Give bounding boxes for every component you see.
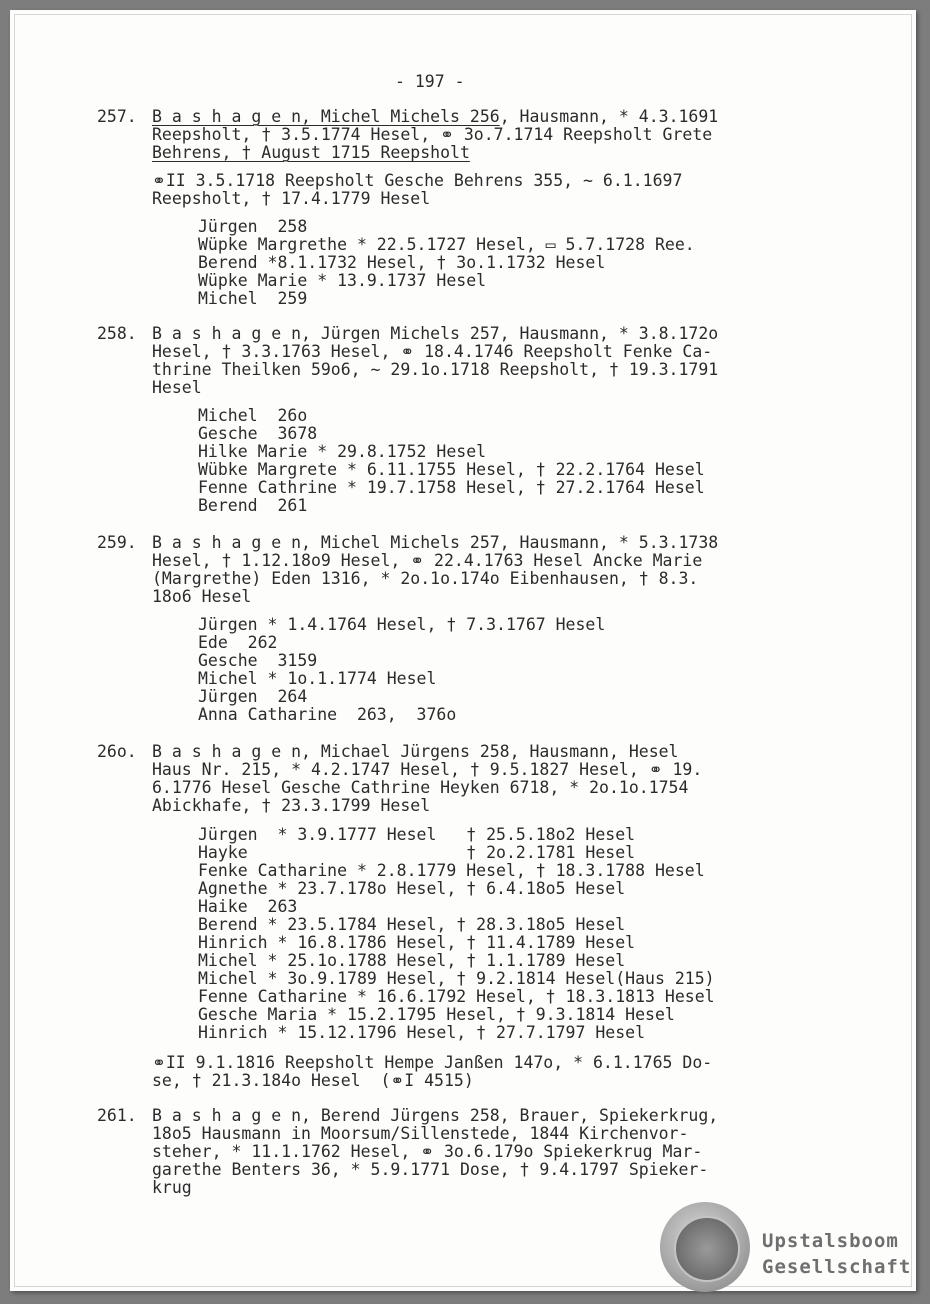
entry-line: B a s h a g e n, Michel Michels 257, Hausmann, * 5.3.1738 xyxy=(152,533,719,552)
child-line: Wübke Margrete * 6.11.1755 Hesel, † 22.2.1764 Hesel xyxy=(198,460,705,479)
entry-number: 258. xyxy=(97,324,137,343)
child-line: Wüpke Margrethe * 22.5.1727 Hesel, ▭ 5.7.1728 Ree. xyxy=(198,235,695,254)
child-line: Gesche 3159 xyxy=(198,651,318,670)
entry-line: (Margrethe) Eden 1316, * 2o.1o.174o Eibenhausen, † 8.3. xyxy=(152,569,699,588)
child-line: Jürgen * 1.4.1764 Hesel, † 7.3.1767 Hesel xyxy=(198,615,606,634)
entry-line: ⚭II 3.5.1718 Reepsholt Gesche Behrens 355, ~ 6.1.1697 xyxy=(152,171,683,190)
entry-line: steher, * 11.1.1762 Hesel, ⚭ 3o.6.179o Spiekerkrug Mar- xyxy=(152,1142,703,1161)
child-line: Michel * 3o.9.1789 Hesel, † 9.2.1814 Hesel(Haus 215) xyxy=(198,969,715,988)
entry-number: 259. xyxy=(97,533,137,552)
child-line: Fenne Cathrine * 19.7.1758 Hesel, † 27.2.1764 Hesel xyxy=(198,478,705,497)
entry-line: B a s h a g e n, Berend Jürgens 258, Brauer, Spiekerkrug, xyxy=(152,1106,719,1125)
entry-line: thrine Theilken 59o6, ~ 29.1o.1718 Reepsholt, † 19.3.1791 xyxy=(152,360,719,379)
entry-line: B a s h a g e n, Michael Jürgens 258, Hausmann, Hesel xyxy=(152,742,679,761)
entry-line: Hesel xyxy=(152,378,202,397)
child-line: Berend *8.1.1732 Hesel, † 3o.1.1732 Hesel xyxy=(198,253,606,272)
child-line: Ede 262 xyxy=(198,633,278,652)
child-line: Anna Catharine 263, 376o xyxy=(198,705,457,724)
child-line: Fenke Catharine * 2.8.1779 Hesel, † 18.3.1788 Hesel xyxy=(198,861,705,880)
entry-line: Haus Nr. 215, * 4.2.1747 Hesel, † 9.5.1827 Hesel, ⚭ 19. xyxy=(152,760,703,779)
society-line1: Upstalsboom xyxy=(762,1230,899,1252)
entry-line: Behrens, † August 1715 Reepsholt xyxy=(152,143,470,162)
entry-line: Abickhafe, † 23.3.1799 Hesel xyxy=(152,796,431,815)
entry-line: garethe Benters 36, * 5.9.1771 Dose, † 9.4.1797 Spieker- xyxy=(152,1160,709,1179)
child-line: Michel * 1o.1.1774 Hesel xyxy=(198,669,437,688)
society-seal-icon xyxy=(660,1202,750,1292)
child-line: Jürgen 264 xyxy=(198,687,308,706)
page-number: - 197 - xyxy=(395,72,465,91)
child-line: Fenne Catharine * 16.6.1792 Hesel, † 18.3.1813 Hesel xyxy=(198,987,715,1006)
child-line: Berend * 23.5.1784 Hesel, † 28.3.18o5 Hesel xyxy=(198,915,626,934)
entry-line: B a s h a g e n, Michel Michels 256, Hausmann, * 4.3.1691 xyxy=(152,107,719,126)
child-line: Wüpke Marie * 13.9.1737 Hesel xyxy=(198,271,487,290)
entry-line: ⚭II 9.1.1816 Reepsholt Hempe Janßen 147o, * 6.1.1765 Do- xyxy=(152,1053,713,1072)
child-line: Gesche 3678 xyxy=(198,424,318,443)
child-line: Hilke Marie * 29.8.1752 Hesel xyxy=(198,442,487,461)
child-line: Jürgen * 3.9.1777 Hesel † 25.5.18o2 Hesel xyxy=(198,825,636,844)
entry-line: 18o6 Hesel xyxy=(152,587,252,606)
child-line: Michel * 25.1o.1788 Hesel, † 1.1.1789 Hesel xyxy=(198,951,626,970)
entry-number: 26o. xyxy=(97,742,137,761)
entry-line: Reepsholt, † 3.5.1774 Hesel, ⚭ 3o.7.1714 Reepsholt Grete xyxy=(152,125,713,144)
document-page xyxy=(10,10,916,1291)
child-line: Berend 261 xyxy=(198,496,308,515)
child-line: Agnethe * 23.7.178o Hesel, † 6.4.18o5 Hesel xyxy=(198,879,626,898)
child-line: Hinrich * 15.12.1796 Hesel, † 27.7.1797 Hesel xyxy=(198,1023,646,1042)
child-line: Hayke † 2o.2.1781 Hesel xyxy=(198,843,636,862)
child-line: Haike 263 xyxy=(198,897,298,916)
entry-number: 261. xyxy=(97,1106,137,1125)
child-line: Michel 26o xyxy=(198,406,308,425)
entry-line: 6.1776 Hesel Gesche Cathrine Heyken 6718, * 2o.1o.1754 xyxy=(152,778,689,797)
entry-line: Hesel, † 1.12.18o9 Hesel, ⚭ 22.4.1763 Hesel Ancke Marie xyxy=(152,551,703,570)
entry-line: Hesel, † 3.3.1763 Hesel, ⚭ 18.4.1746 Reepsholt Fenke Ca- xyxy=(152,342,713,361)
entry-line: krug xyxy=(152,1178,192,1197)
entry-line: se, † 21.3.184o Hesel (⚭I 4515) xyxy=(152,1071,474,1090)
society-logo-text xyxy=(762,1228,911,1280)
entry-line: B a s h a g e n, Jürgen Michels 257, Hausmann, * 3.8.172o xyxy=(152,324,719,343)
entry-line: 18o5 Hausmann in Moorsum/Sillenstede, 1844 Kirchenvor- xyxy=(152,1124,689,1143)
page-frame xyxy=(14,14,912,1287)
entry-number: 257. xyxy=(97,107,137,126)
entry-line: Reepsholt, † 17.4.1779 Hesel xyxy=(152,189,431,208)
society-line2: Gesellschaft xyxy=(762,1256,912,1278)
child-line: Michel 259 xyxy=(198,289,308,308)
child-line: Gesche Maria * 15.2.1795 Hesel, † 9.3.1814 Hesel xyxy=(198,1005,675,1024)
child-line: Hinrich * 16.8.1786 Hesel, † 11.4.1789 Hesel xyxy=(198,933,636,952)
child-line: Jürgen 258 xyxy=(198,217,308,236)
